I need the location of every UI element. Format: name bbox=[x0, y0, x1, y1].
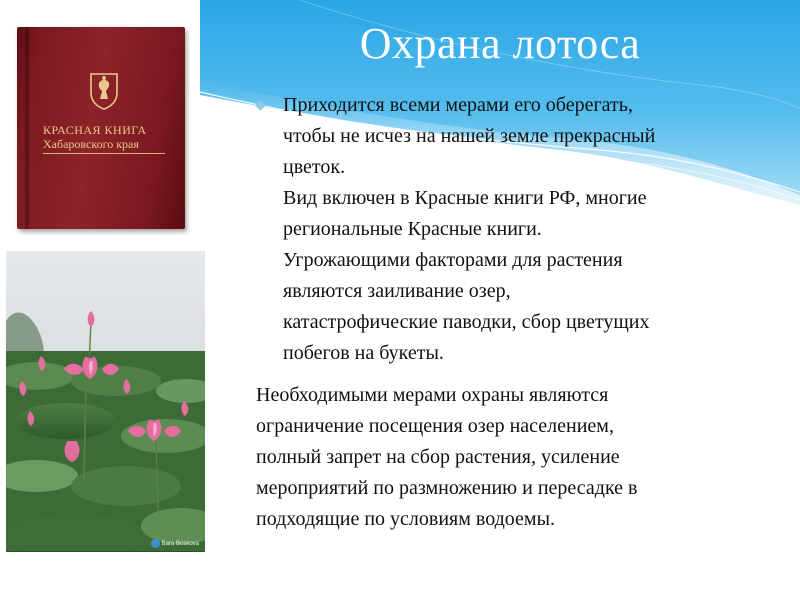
paragraph-protection-measures: Необходимыми мерами охраны являются ограничение посещения озер населением, полный запрет на сбор растения, усиление мероприятий по размножению и пересадке в подходящие по условиям водоемы. bbox=[256, 384, 638, 530]
book-divider bbox=[43, 153, 165, 154]
coat-of-arms-icon bbox=[87, 71, 121, 111]
red-book-cover-image bbox=[17, 27, 185, 229]
book-title-line-2: Хабаровского края bbox=[43, 137, 139, 151]
watermark-logo-icon bbox=[151, 539, 160, 548]
lotus-field-photo bbox=[6, 251, 205, 552]
bullet-icon: ◆ bbox=[255, 98, 266, 113]
slide-title: Охрана лотоса bbox=[359, 19, 641, 68]
book-title-line-1: КРАСНАЯ КНИГА bbox=[43, 123, 147, 137]
photo-watermark: Bara Boskova bbox=[151, 539, 199, 548]
paragraph-threats: Приходится всеми мерами его оберегать, чтобы не исчез на нашей земле прекрасный цветок. Вид включен в Красные книги РФ, многие региональные Красные книги. Угрожающими факторами для растения являются заиливание озер, катастрофические паводки, сбор цветущих побегов на букеты. bbox=[283, 94, 656, 364]
